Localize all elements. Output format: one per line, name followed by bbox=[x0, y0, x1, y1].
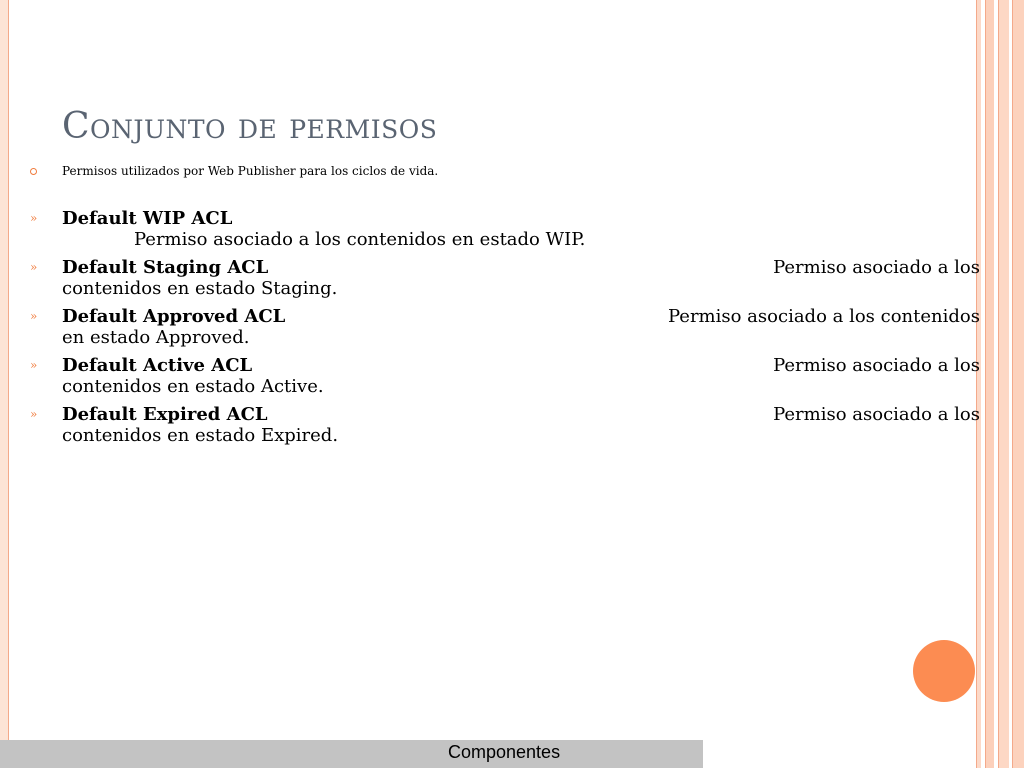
footer-label: Componentes bbox=[448, 742, 561, 762]
left-decorative-line bbox=[8, 0, 9, 768]
chevron-bullet-icon: » bbox=[30, 358, 38, 372]
acl-name: Default WIP ACL bbox=[62, 208, 233, 229]
acl-description-cont: contenidos en estado Expired. bbox=[62, 425, 339, 446]
list-item bbox=[30, 404, 980, 446]
list-item bbox=[30, 355, 980, 397]
list-item bbox=[30, 306, 980, 348]
acl-list bbox=[30, 208, 980, 453]
acl-name: Default Staging ACL bbox=[62, 257, 269, 278]
acl-description-cont: contenidos en estado Active. bbox=[62, 376, 324, 397]
acl-name: Default Active ACL bbox=[62, 355, 253, 376]
footer-bar bbox=[0, 740, 703, 768]
acl-name: Default Expired ACL bbox=[62, 404, 268, 425]
acl-description: Permiso asociado a los bbox=[773, 355, 980, 376]
acl-description: Permiso asociado a los contenidos bbox=[668, 306, 980, 327]
slide-title: Conjunto de permisos bbox=[62, 106, 438, 147]
acl-description-cont: en estado Approved. bbox=[62, 327, 250, 348]
acl-name: Default Approved ACL bbox=[62, 306, 286, 327]
left-decorative-stripe bbox=[0, 0, 8, 768]
chevron-bullet-icon: » bbox=[30, 260, 38, 274]
chevron-bullet-icon: » bbox=[30, 407, 38, 421]
decorative-orb bbox=[913, 640, 975, 702]
chevron-bullet-icon: » bbox=[30, 211, 38, 225]
circle-bullet-icon bbox=[30, 168, 37, 175]
acl-description: Permiso asociado a los bbox=[773, 404, 980, 425]
list-item bbox=[30, 257, 980, 299]
right-decorative-stripes bbox=[976, 0, 1024, 768]
intro-text: Permisos utilizados por Web Publisher para los ciclos de vida. bbox=[62, 164, 439, 178]
acl-description-cont: Permiso asociado a los contenidos en estado WIP. bbox=[134, 229, 586, 250]
acl-description-cont: contenidos en estado Staging. bbox=[62, 278, 338, 299]
acl-description: Permiso asociado a los bbox=[773, 257, 980, 278]
list-item bbox=[30, 208, 980, 250]
chevron-bullet-icon: » bbox=[30, 309, 38, 323]
